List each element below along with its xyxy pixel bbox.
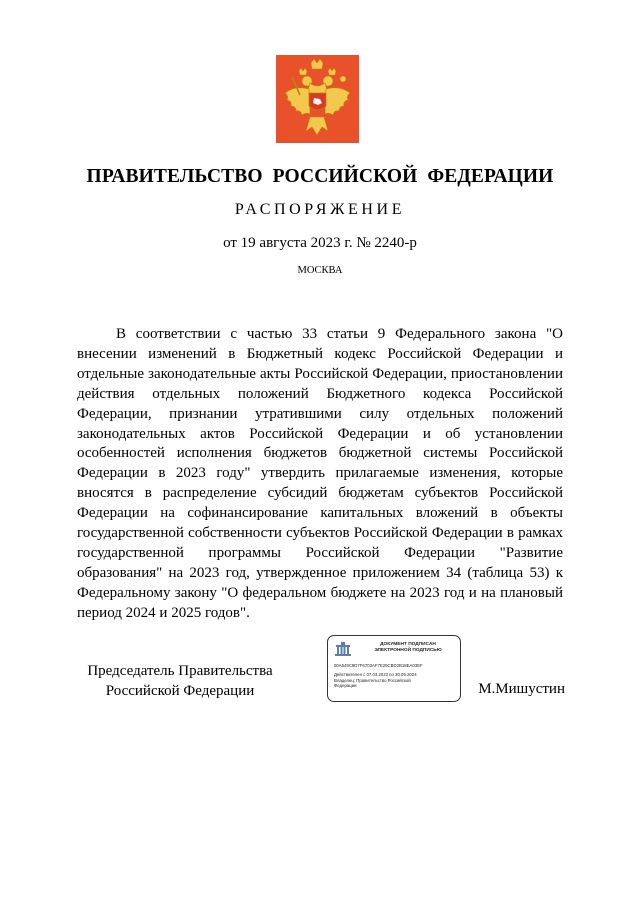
signature-title-line1: ДОКУМЕНТ ПОДПИСАН bbox=[380, 642, 436, 647]
document-type: РАСПОРЯЖЕНИЕ bbox=[234, 201, 406, 218]
document-date-number: от 19 августа 2023 г. № 2240-р bbox=[223, 235, 417, 251]
signer-position-line1: Председатель Правительства bbox=[87, 663, 273, 679]
signature-certificate: 00A549C9D7F6703AF7E29CBD2B18EA03EF bbox=[334, 663, 423, 668]
signature-validity: Действителен с 07.03.2023 по 30.05.2024 bbox=[334, 672, 417, 677]
government-title: ПРАВИТЕЛЬСТВО РОССИЙСКОЙ ФЕДЕРАЦИИ bbox=[86, 166, 554, 187]
coat-of-arms-icon bbox=[276, 55, 359, 143]
signer-position-line2: Российской Федерации bbox=[105, 682, 255, 699]
signer-name: М.Мишустин bbox=[478, 681, 565, 697]
document-city: МОСКВА bbox=[297, 265, 343, 276]
signer-position bbox=[60, 662, 300, 701]
order-paragraph: В соответствии с частью 33 статьи 9 Федерального закона "О внесении изменений в Бюджетный кодекс Российской Федерации и отдельные законодательные акты Российской Федерации, приостановлении действия отдельных положений Бюджетного кодекса Российской Федерации, признании утратившими силу отдельных положений законодательных актов Российской Федерации и об установлении особенностей исполнения бюджетов бюджетной системы Российской Федерации в 2023 году" утвердить прилагаемые изменения, которые вносятся в распределение субсидий бюджетам субъектов Российской Федерации на софинансирование капитальных вложений в объекты государственной собственности субъектов Российской Федерации в рамках государственной программы Российской Федерации "Развитие образования" на 2023 год, утвержденное приложением 34 (таблица 53) к Федеральному закону "О федеральном бюджете на 2023 год и на плановый период 2024 и 2025 годов". bbox=[77, 326, 563, 621]
signature-owner: Владелец: Правительство Российской Федерации bbox=[334, 678, 411, 689]
coat-of-arms-emblem bbox=[276, 55, 359, 143]
government-building-icon bbox=[334, 641, 352, 657]
electronic-signature-stamp bbox=[327, 635, 461, 702]
signature-title bbox=[358, 642, 458, 654]
signature-title-line2: ЭЛЕКТРОННОЙ ПОДПИСЬЮ bbox=[374, 648, 442, 654]
